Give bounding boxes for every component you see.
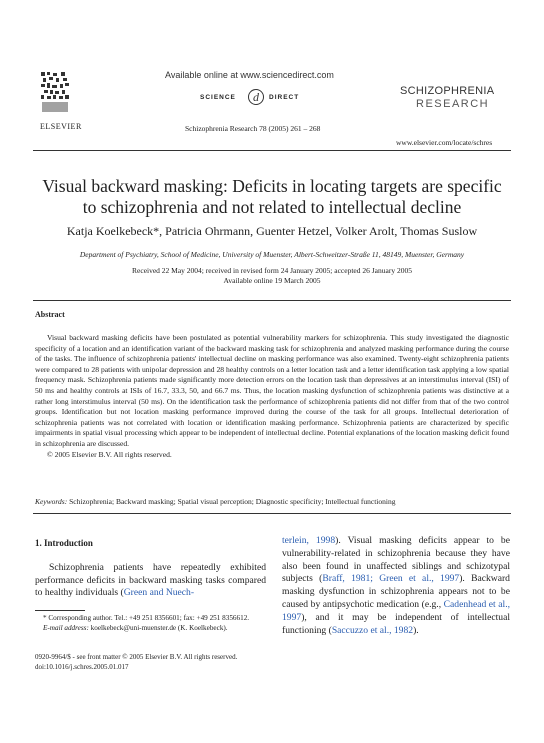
received-dates: Received 22 May 2004; received in revised form 24 January 2005; accepted 26 January 2005: [132, 266, 412, 275]
title-line-2: to schizophrenia and not related to intellectual decline: [82, 197, 462, 217]
title-line-1: Visual backward masking: Deficits in locating targets are specific: [42, 176, 502, 196]
doi-line[interactable]: doi:10.1016/j.schres.2005.01.017: [35, 663, 129, 671]
abstract-bottom-divider: [33, 513, 511, 514]
citation-link-1998[interactable]: terlein, 1998: [282, 535, 336, 546]
publisher-logo-image: [41, 72, 69, 122]
author-affiliation: Department of Psychiatry, School of Medicine, University of Muenster, Albert-Schweitzer-Straße 11, 48149, Muenster, Germany: [79, 250, 465, 259]
keywords-line: [35, 497, 509, 507]
front-matter-info: [35, 652, 335, 672]
email-address[interactable]: koelkebeck@uni-muenster.de (K. Koelkebeck).: [90, 623, 228, 632]
citation-link-braff-green[interactable]: Braff, 1981; Green et al., 1997: [322, 573, 460, 585]
citation-link-saccuzzo[interactable]: Saccuzzo et al., 1982: [331, 624, 414, 636]
keywords-text: Schizophrenia; Backward masking; Spatial visual perception; Diagnostic specificity; Intellectual functioning: [69, 497, 396, 506]
footnotes: [35, 614, 266, 633]
intro-text-right-4: ).: [413, 624, 419, 636]
sciencedirect-logo-right: DIRECT: [269, 94, 300, 101]
journal-reference: Schizophrenia Research 78 (2005) 261 – 268: [185, 124, 321, 133]
abstract-body: Visual backward masking deficits have been postulated as potential vulnerability markers for schizophrenia. This study investigated the diagnostic specificity of a location and an identification variant of the backward masking task for schizophrenia and analyzed masking performance during the course of the tasks. The influence of schizophrenia patients' intellectual decline on masking performance was also examined. Twenty-eight schizophrenia patients were compared to 28 patients with unipolar depression and 28 healthy controls on a letter location task and a letter identification task applying a low spatial frequency mask. Schizophrenia patients made significantly more detection errors on the location task than depressives at an interstimulus interval (ISI) of 50 ms and healthy controls at ISIs of 16.7, 33.3, 50, and 66.7 ms. Thus, the location masking dysfunction of schizophrenia patients was distinctive at a rather long interstimulus interval (50 ms). On the identification task the performance of schizophrenia patients did not differ from that of the two control groups. Identification but not location masking performance improved during the course of the task for all groups. Intellectual deterioration of schizophrenia patients was not correlated with location or identification masking performance. Schizophrenia patients are characterized by specific impairments in spatial visual processing which appear to be independent of intellectual decline. Potential explanations of the location masking deficit found in schizophrenia are discussed.: [35, 333, 509, 448]
footnote-divider: [35, 610, 85, 611]
abstract-copyright: © 2005 Elsevier B.V. All rights reserved.: [47, 449, 172, 459]
available-online-text: Available online at www.sciencedirect.com: [165, 70, 334, 80]
intro-text-right-2: ). Backward masking dysfunction in schizophrenia appears not to be caused by antipsychotic medication (e.g.,: [282, 573, 510, 610]
citation-link-green-nuechterlein[interactable]: Green and Nuech-: [123, 587, 195, 599]
email-label: E-mail address:: [43, 623, 89, 632]
intro-text-left: Schizophrenia patients have repeatedly exhibited performance deficits in backward masking tasks compared to healthy individuals (: [35, 561, 266, 599]
sciencedirect-logo-icon: [247, 88, 265, 106]
corresponding-author-note: * Corresponding author. Tel.: +49 251 8356601; fax: +49 251 8356612.: [43, 614, 250, 622]
intro-paragraph-left: [35, 562, 266, 600]
email-note: [35, 624, 266, 634]
intro-text-right-3: ), and it may be independent of intellectual functioning (: [282, 611, 510, 636]
available-online-date: Available online 19 March 2005: [223, 276, 321, 285]
section-heading-introduction: 1. Introduction: [35, 538, 93, 548]
header-divider: [33, 150, 511, 151]
author-list: Katja Koelkebeck*, Patricia Ohrmann, Guenter Hetzel, Volker Arolt, Thomas Suslow: [66, 224, 478, 238]
body-left-column: [35, 537, 266, 600]
abstract-heading: Abstract: [35, 310, 65, 319]
intro-text-right-1: ). Visual masking deficits appear to be vulnerability-related in schizophrenia because they have also been found in unaffected siblings and schizotypal subjects (: [282, 535, 510, 585]
article-dates: [30, 266, 514, 286]
body-right-column: [282, 535, 510, 637]
issn-line: 0920-9964/$ - see front matter © 2005 Elsevier B.V. All rights reserved.: [35, 653, 238, 661]
journal-logo-line1: SCHIZOPHRENIA: [400, 85, 495, 97]
sciencedirect-logo-left: SCIENCE: [200, 94, 236, 101]
intro-paragraph-right: [282, 535, 510, 637]
svg-text:d: d: [253, 90, 259, 104]
abstract-block: [35, 333, 509, 460]
article-title: [30, 176, 514, 218]
publisher-name: ELSEVIER: [40, 122, 82, 131]
journal-url[interactable]: www.elsevier.com/locate/schres: [396, 138, 493, 147]
citation-link-cadenhead[interactable]: Cadenhead et al., 1997: [282, 598, 510, 623]
keywords-label: Keywords:: [35, 497, 68, 506]
journal-logo-line2: RESEARCH: [416, 98, 490, 110]
abstract-top-divider: [33, 300, 511, 301]
